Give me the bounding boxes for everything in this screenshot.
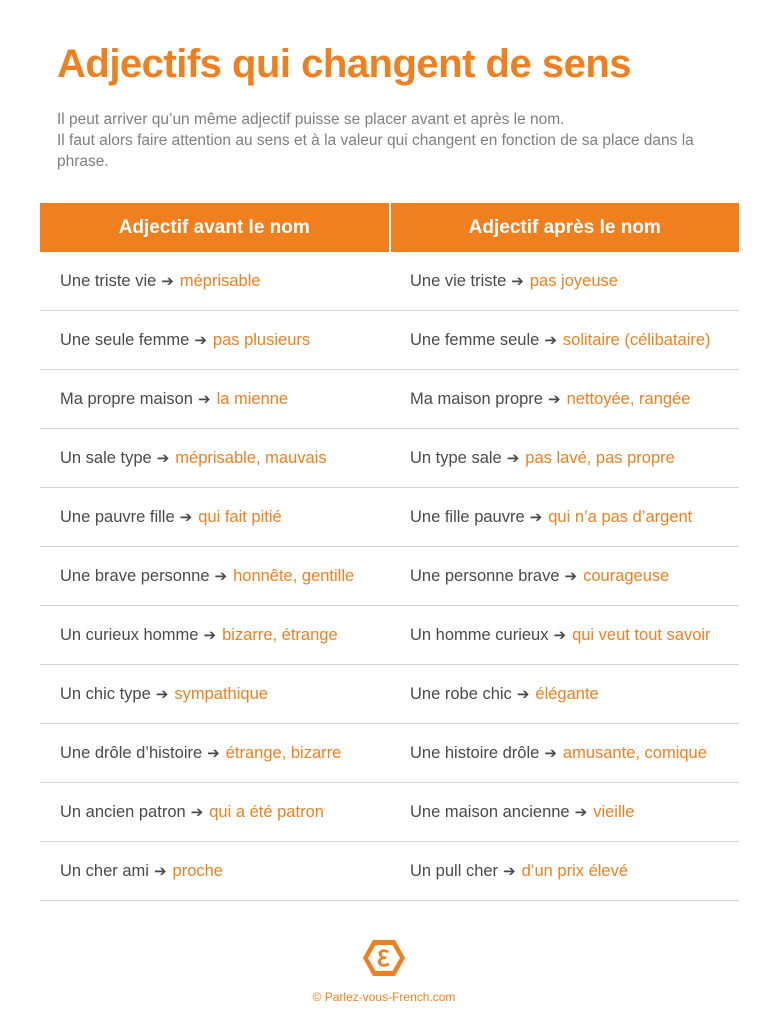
meaning-before: méprisable, mauvais	[175, 448, 327, 467]
adjectives-table	[40, 203, 739, 901]
meaning-before: qui fait pitié	[198, 507, 282, 526]
cell-before	[40, 842, 389, 900]
arrow-right-icon: ➔	[574, 803, 588, 821]
cell-after	[389, 665, 739, 723]
arrow-right-icon: ➔	[503, 862, 516, 880]
meaning-before: pas plusieurs	[212, 330, 311, 349]
cell-before	[40, 370, 389, 428]
cell-before	[40, 547, 389, 605]
arrow-right-icon: ➔	[544, 331, 557, 349]
phrase-before: Une triste vie	[60, 271, 157, 290]
meaning-after: pas joyeuse	[529, 271, 618, 290]
phrase-after: Une femme seule	[410, 330, 540, 349]
phrase-before: Une drôle d’histoire	[60, 743, 203, 762]
meaning-before: méprisable	[179, 271, 261, 290]
arrow-right-icon: ➔	[564, 567, 578, 585]
cell-after	[389, 429, 739, 487]
cell-after	[389, 606, 739, 664]
cell-after	[389, 252, 739, 310]
meaning-after: nettoyée, rangée	[566, 389, 691, 408]
phrase-after: Ma maison propre	[410, 389, 543, 408]
cell-before	[40, 488, 389, 546]
arrow-right-icon: ➔	[155, 685, 169, 703]
table-row	[40, 429, 739, 488]
cell-after	[389, 311, 739, 369]
table-row	[40, 842, 739, 901]
arrow-right-icon: ➔	[156, 449, 170, 467]
cell-before	[40, 311, 389, 369]
arrow-right-icon: ➔	[207, 744, 220, 762]
arrow-right-icon: ➔	[153, 862, 167, 880]
meaning-after: d’un prix élevé	[521, 861, 629, 880]
meaning-after: amusante, comique	[562, 743, 707, 762]
arrow-right-icon: ➔	[544, 744, 557, 762]
table-row	[40, 547, 739, 606]
cell-after	[389, 488, 739, 546]
meaning-before: sympathique	[174, 684, 268, 703]
phrase-after: Une maison ancienne	[410, 802, 570, 821]
table-row	[40, 783, 739, 842]
arrow-right-icon: ➔	[197, 390, 211, 408]
meaning-before: qui a été patron	[209, 802, 324, 821]
meaning-after: courageuse	[583, 566, 670, 585]
phrase-before: Une brave personne	[60, 566, 210, 585]
cell-after	[389, 783, 739, 841]
arrow-right-icon: ➔	[179, 508, 193, 526]
cell-before	[40, 665, 389, 723]
phrase-before: Une pauvre fille	[60, 507, 175, 526]
meaning-before: étrange, bizarre	[225, 743, 342, 762]
intro-line-1: Il peut arriver qu’un même adjectif puisse se placer avant et après le nom.	[57, 111, 565, 128]
arrow-right-icon: ➔	[190, 803, 204, 821]
arrow-right-icon: ➔	[529, 508, 543, 526]
table-row	[40, 311, 739, 370]
cell-before	[40, 724, 389, 782]
cell-before	[40, 606, 389, 664]
table-row	[40, 252, 739, 311]
table-header	[40, 203, 739, 252]
meaning-after: qui veut tout savoir	[572, 625, 711, 644]
table-row	[40, 488, 739, 547]
meaning-after: élégante	[535, 684, 599, 703]
header-before-noun: Adjectif avant le nom	[118, 216, 310, 238]
meaning-after: vieille	[593, 802, 635, 821]
meaning-after: solitaire (célibataire)	[562, 330, 711, 349]
phrase-before: Un cher ami	[60, 861, 149, 880]
intro-line-2: Il faut alors faire attention au sens et à la valeur qui changent en fonction de sa place dans la phrase.	[57, 132, 694, 170]
cell-after	[389, 842, 739, 900]
meaning-before: proche	[172, 861, 223, 880]
meaning-before: bizarre, étrange	[222, 625, 338, 644]
phrase-after: Une fille pauvre	[410, 507, 525, 526]
hexagon-epsilon-logo-icon	[362, 938, 406, 978]
arrow-right-icon: ➔	[214, 567, 228, 585]
phrase-before: Ma propre maison	[60, 389, 193, 408]
phrase-before: Un ancien patron	[60, 802, 186, 821]
footer-credit: © Parlez-vous-French.com	[312, 990, 456, 1004]
phrase-after: Une personne brave	[410, 566, 560, 585]
arrow-right-icon: ➔	[506, 449, 520, 467]
arrow-right-icon: ➔	[547, 390, 561, 408]
cell-after	[389, 370, 739, 428]
table-row	[40, 665, 739, 724]
cell-after	[389, 547, 739, 605]
cell-before	[40, 252, 389, 310]
arrow-right-icon: ➔	[553, 626, 567, 644]
meaning-before: la mienne	[216, 389, 289, 408]
arrow-right-icon: ➔	[511, 272, 524, 290]
phrase-before: Un curieux homme	[60, 625, 199, 644]
meaning-after: qui n’a pas d’argent	[548, 507, 693, 526]
cell-before	[40, 783, 389, 841]
page-title: Adjectifs qui changent de sens	[57, 42, 632, 86]
arrow-right-icon: ➔	[161, 272, 174, 290]
cell-after	[389, 724, 739, 782]
meaning-before: honnête, gentille	[233, 566, 355, 585]
phrase-before: Un sale type	[60, 448, 152, 467]
phrase-after: Une robe chic	[410, 684, 512, 703]
arrow-right-icon: ➔	[194, 331, 207, 349]
phrase-before: Une seule femme	[60, 330, 190, 349]
arrow-right-icon: ➔	[516, 685, 530, 703]
phrase-after: Une histoire drôle	[410, 743, 540, 762]
intro-text	[57, 109, 697, 172]
table-body	[40, 252, 739, 901]
meaning-after: pas lavé, pas propre	[525, 448, 675, 467]
table-row	[40, 724, 739, 783]
table-row	[40, 606, 739, 665]
header-after-noun: Adjectif après le nom	[389, 203, 740, 252]
phrase-after: Un pull cher	[410, 861, 499, 880]
phrase-before: Un chic type	[60, 684, 151, 703]
phrase-after: Un homme curieux	[410, 625, 549, 644]
phrase-after: Un type sale	[410, 448, 502, 467]
table-row	[40, 370, 739, 429]
arrow-right-icon: ➔	[203, 626, 217, 644]
phrase-after: Une vie triste	[410, 271, 507, 290]
cell-before	[40, 429, 389, 487]
